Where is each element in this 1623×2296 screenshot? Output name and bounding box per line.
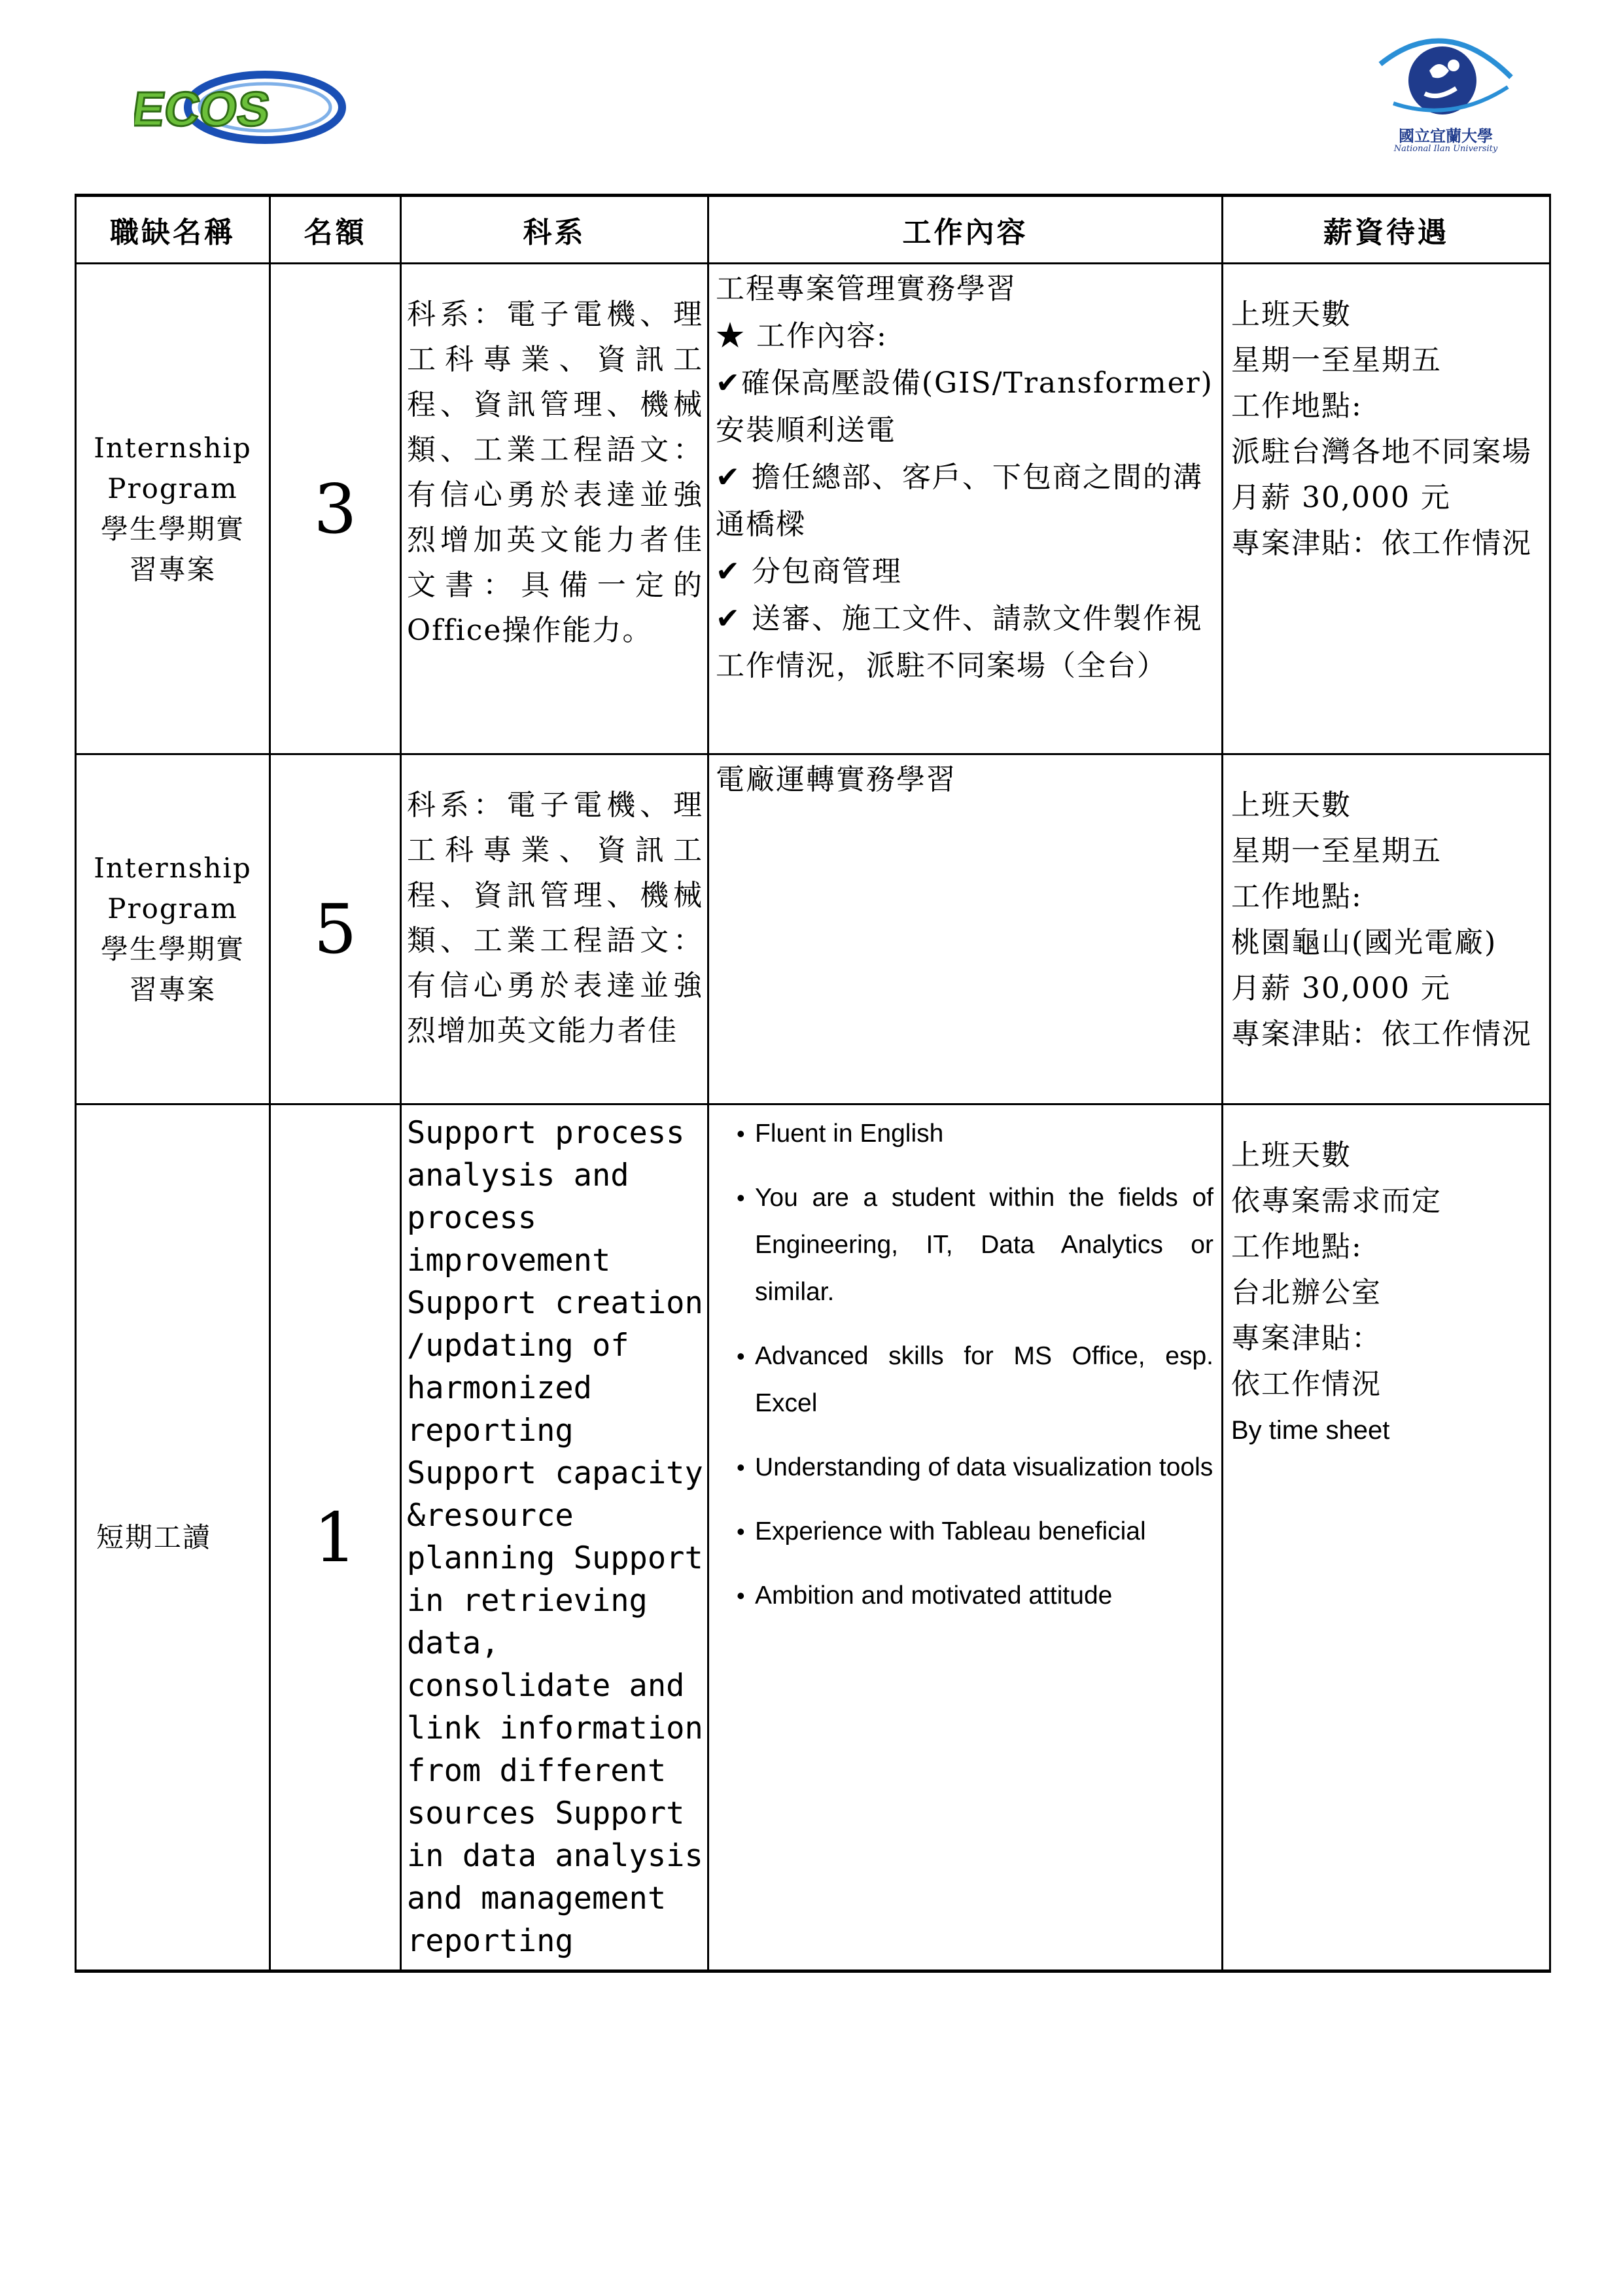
pay-line: 依工作情況 xyxy=(1231,1368,1382,1401)
quota: 3 xyxy=(270,264,401,754)
table-row xyxy=(76,264,1550,754)
pay-line: 上班天數 xyxy=(1231,1139,1352,1172)
department-text: 科系：電子電機、理工科專業、資訊工程、資訊管理、機械類、工業工程語文：有信心勇於表達並強烈增加英文能力者佳文書：具備一定的Office操作能力。 xyxy=(407,298,703,647)
quota: 5 xyxy=(270,754,401,1104)
position-name: 短期工讀 xyxy=(76,1104,270,1971)
job-table xyxy=(75,194,1551,1973)
pay-line: 月薪 30,000 元 xyxy=(1231,481,1451,514)
table-row xyxy=(76,1104,1550,1971)
university-name: 國立宜蘭大學 xyxy=(1399,126,1493,145)
pay-line: 派駐台灣各地不同案場 xyxy=(1231,435,1532,468)
list-item: • Understanding of data visualization tools xyxy=(755,1444,1213,1491)
pay-line: 專案津貼： xyxy=(1231,1322,1382,1355)
department-cell xyxy=(401,754,708,1104)
list-item: • You are a student within the fields of Engineering, IT, Data Analytics or similar. xyxy=(755,1174,1213,1316)
pay-cell xyxy=(1223,754,1550,1104)
work-line: 工程專案管理實務學習 xyxy=(716,272,1017,306)
pay-cell xyxy=(1223,264,1550,754)
column-header-work: 工作內容 xyxy=(708,196,1223,264)
ecos-logo xyxy=(134,60,357,158)
pay-line: 工作地點: xyxy=(1231,880,1363,913)
column-header-position: 職缺名稱 xyxy=(76,196,270,264)
position-name: Internship Program 學生學期實 習專案 xyxy=(76,264,270,754)
work-content-cell xyxy=(708,1104,1223,1971)
pay-line: 桃園龜山(國光電廠) xyxy=(1231,926,1497,959)
work-content-cell xyxy=(708,754,1223,1104)
pay-line: 依專案需求而定 xyxy=(1231,1184,1442,1218)
work-line: ✔ 分包商管理 xyxy=(716,555,902,588)
work-line: ★ 工作內容: xyxy=(716,319,888,353)
pay-line: 上班天數 xyxy=(1231,298,1352,331)
pay-line: 專案津貼：依工作情況 xyxy=(1231,527,1532,560)
column-header-quota: 名額 xyxy=(270,196,401,264)
quota: 1 xyxy=(270,1104,401,1971)
list-item: • Advanced skills for MS Office, esp. Excel xyxy=(755,1333,1213,1427)
requirements-list xyxy=(709,1105,1221,1619)
department-cell xyxy=(401,264,708,754)
column-header-pay: 薪資待遇 xyxy=(1223,196,1550,264)
pay-line: 月薪 30,000 元 xyxy=(1231,972,1451,1005)
work-content-cell xyxy=(708,264,1223,754)
pay-line: 台北辦公室 xyxy=(1231,1276,1382,1309)
department-text: 科系：電子電機、理工科專業、資訊工程、資訊管理、機械類、工業工程語文：有信心勇於表達並強烈增加英文能力者佳 xyxy=(407,788,703,1048)
table-row xyxy=(76,754,1550,1104)
pay-line-en: By time sheet xyxy=(1231,1416,1390,1445)
list-item: • Fluent in English xyxy=(755,1110,1213,1157)
university-emblem-icon xyxy=(1367,25,1524,123)
pay-cell xyxy=(1223,1104,1550,1971)
pay-line: 星期一至星期五 xyxy=(1231,834,1442,868)
department-cell xyxy=(401,1104,722,1971)
department-text: Support process analysis and process improvement Support creation /updating of harmonized reporting Support capacity &resource planning Support in retrieving data, consolidate and link information from different sources Support in data analysis and management reporting xyxy=(407,1115,722,1959)
list-item: • Experience with Tableau beneficial xyxy=(755,1508,1213,1555)
university-logo xyxy=(1367,25,1524,162)
work-line: ✔確保高壓設備(GIS/Transformer)安裝順利送電 xyxy=(716,366,1213,447)
work-line: 電廠運轉實務學習 xyxy=(716,763,956,796)
work-line: ✔ 送審、施工文件、請款文件製作視工作情況，派駐不同案場（全台） xyxy=(716,602,1203,682)
work-line: ✔ 擔任總部、客戶、下包商之間的溝通橋樑 xyxy=(716,461,1203,541)
svg-text:ECOS: ECOS xyxy=(134,82,274,136)
pay-line: 專案津貼：依工作情況 xyxy=(1231,1017,1532,1051)
pay-line: 星期一至星期五 xyxy=(1231,344,1442,377)
position-name: Internship Program 學生學期實 習專案 xyxy=(76,754,270,1104)
pay-line: 工作地點: xyxy=(1231,1230,1363,1263)
university-name-en: National Ilan University xyxy=(1393,144,1498,154)
list-item: • Ambition and motivated attitude xyxy=(755,1572,1213,1619)
column-header-department: 科系 xyxy=(401,196,708,264)
pay-line: 工作地點: xyxy=(1231,389,1363,423)
table-header-row xyxy=(76,196,1550,264)
pay-line: 上班天數 xyxy=(1231,788,1352,822)
ecos-logo-icon xyxy=(134,60,357,158)
